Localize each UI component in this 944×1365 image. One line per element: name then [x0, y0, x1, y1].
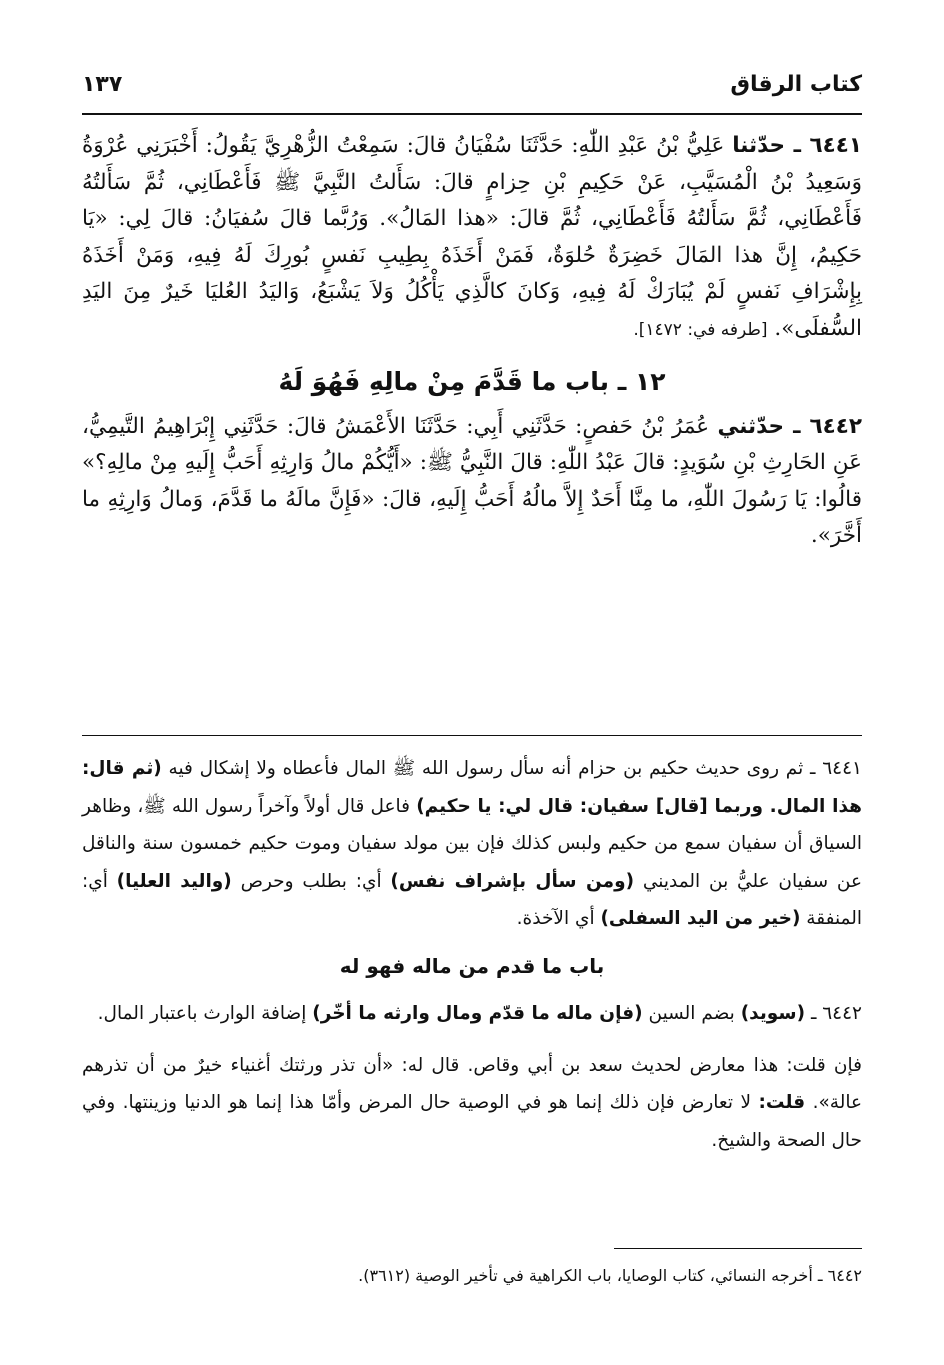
commentary-question [82, 1047, 862, 1160]
commentary-text: فإن قلت: هذا معارض لحديث سعد بن أبي وقاص. قال له: «أن تذر ورثتك أغنياء خيرٌ من أن تذرهم عالة». [82, 1054, 863, 1113]
hadith-6442 [82, 409, 862, 555]
commentary-chapter-heading: باب ما قدم من ماله فهو له [339, 953, 605, 978]
commentary-text: أي الآخذة. [516, 908, 601, 929]
hadith-6441 [82, 128, 862, 348]
chapter-heading: ١٢ ـ باب ما قَدَّمَ مِنْ مالِهِ فَهُوَ لَهُ [278, 367, 666, 396]
commentary-text: بضم السين [642, 1003, 741, 1024]
hadith-body: عَلِيُّ بْنُ عَبْدِ اللّٰهِ: حَدَّثَنَا سُفْيَانُ قالَ: سَمِعْتُ الزُّهْرِيَّ يَقُولُ: أَخْبَرَنِي عُرْوَةُ وَسَعِيدُ بْنُ الْمُسَيَّبِ، عَنْ حَكِيمِ بْنِ حِزامٍ قالَ: سَأَلتُ النَّبِيَّ ﷺ فَأَعْطَانِي، ثُمَّ سَأَلتُهُ فَأَعْطَانِي، ثُمَّ سَأَلتُهُ فَأَعْطَانِي، ثُمَّ قالَ: «هذا المَالُ». وَرُبَّما قالَ سُفيَانُ: قالَ لِي: «يَا حَكِيمُ، إِنَّ هذا المَالَ خَضِرَةٌ حُلوَةٌ، فَمَنْ أَخَذَهُ بِطِيبِ نَفسٍ بُورِكَ لَهُ فِيهِ، وَمَنْ أَخَذَهُ بِإِشْرَافِ نَفسٍ لَمْ يُبَارَكْ لَهُ فِيهِ، وَكانَ كالَّذِي يَأْكُلُ وَلاَ يَشْبَعُ، وَاليَدُ العُليَا خَيرٌ مِنَ اليَدِ السُّفلَى». [82, 133, 862, 341]
hadith-text [82, 128, 862, 555]
commentary-quote: قلت: [758, 1092, 806, 1113]
commentary-quote: (سويد) [740, 1003, 806, 1024]
commentary-quote: (فإن ماله ما قدّم ومال وارثه ما أخّر) [312, 1003, 643, 1024]
running-header [82, 62, 862, 108]
commentary-quote: (ثم قال: هذا المال. وربما [قال] سفيان: قال لي: يا حكيم) [82, 758, 862, 817]
page-number: ١٣٧ [82, 72, 123, 97]
commentary-quote: (ومن سأل بإشراف نفس) [390, 870, 635, 892]
running-title: كتاب الرقاق [730, 72, 862, 97]
commentary-text: لا تعارض فإن ذلك إنما هو في الوصية حال المرض وأمّا هذا إنما هو الدنيا وزينتها. وفي حال الصحة والشيخ. [82, 1092, 862, 1151]
commentary-6441 [82, 750, 862, 938]
cross-reference: [طرفه في: ١٤٧٢]. [633, 319, 768, 340]
commentary-text: ٦٤٤١ ـ ثم روى حديث حكيم بن حزام أنه سأل رسول الله ﷺ المال فأعطاه ولا إشكال فيه [161, 758, 862, 779]
hadith-number: ٦٤٤١ ـ حدّثنا [732, 133, 862, 158]
commentary-6442 [82, 995, 862, 1033]
commentary-quote: (واليد العليا) [116, 870, 232, 892]
commentary-text: فاعل قال أولاً وآخراً رسول الله ﷺ، وظاهر السياق أن سفيان سمع من حكيم ولبس كذلك فإن بين مولد سفيان وموت حكيم خمسون سنة والناقل عن سفيان عليُّ بن المديني [82, 795, 863, 892]
hadith-number: ٦٤٤٢ ـ حدّثني [717, 413, 862, 439]
footnote: ٦٤٤٢ ـ أخرجه النسائي، كتاب الوصايا، باب الكراهية في تأخير الوصية (٣٦١٢). [358, 1266, 862, 1285]
commentary-divider [82, 735, 862, 736]
commentary [82, 750, 862, 1159]
footnote-rule [614, 1248, 862, 1249]
hadith-body: عُمَرُ بْنُ حَفصٍ: حَدَّثَنِي أَبِي: حَدَّثَنَا الأَعْمَشُ قالَ: حَدَّثَنِي إِبْرَاهِيمُ التَّيمِيُّ، عَنِ الحَارِثِ بْنِ سُوَيدٍ: قالَ عَبْدُ اللّٰهِ: قالَ النَّبِيُّ ﷺ: «أَيُّكُمْ مالُ وَارِثِهِ أَحَبُّ إِلَيهِ مِنْ مالِهِ؟» قالُوا: يَا رَسُولَ اللّٰهِ، ما مِنَّا أَحَدٌ إِلاَّ مالُهُ أَحَبُّ إِلَيهِ، قالَ: «فَإِنَّ مالَهُ ما قَدَّمَ، وَمالُ وَارِثِهِ ما أَخَّرَ». [82, 413, 862, 548]
commentary-quote: (خير من اليد السفلى) [600, 908, 801, 929]
commentary-text: ٦٤٤٢ ـ [805, 1003, 862, 1024]
commentary-text: أي: بطلب وحرص [231, 870, 391, 892]
commentary-text: إضافة الوارث باعتبار المال. [97, 1003, 313, 1024]
commentary-text: أي: المنفقة [82, 870, 862, 929]
header-rule [82, 113, 862, 115]
